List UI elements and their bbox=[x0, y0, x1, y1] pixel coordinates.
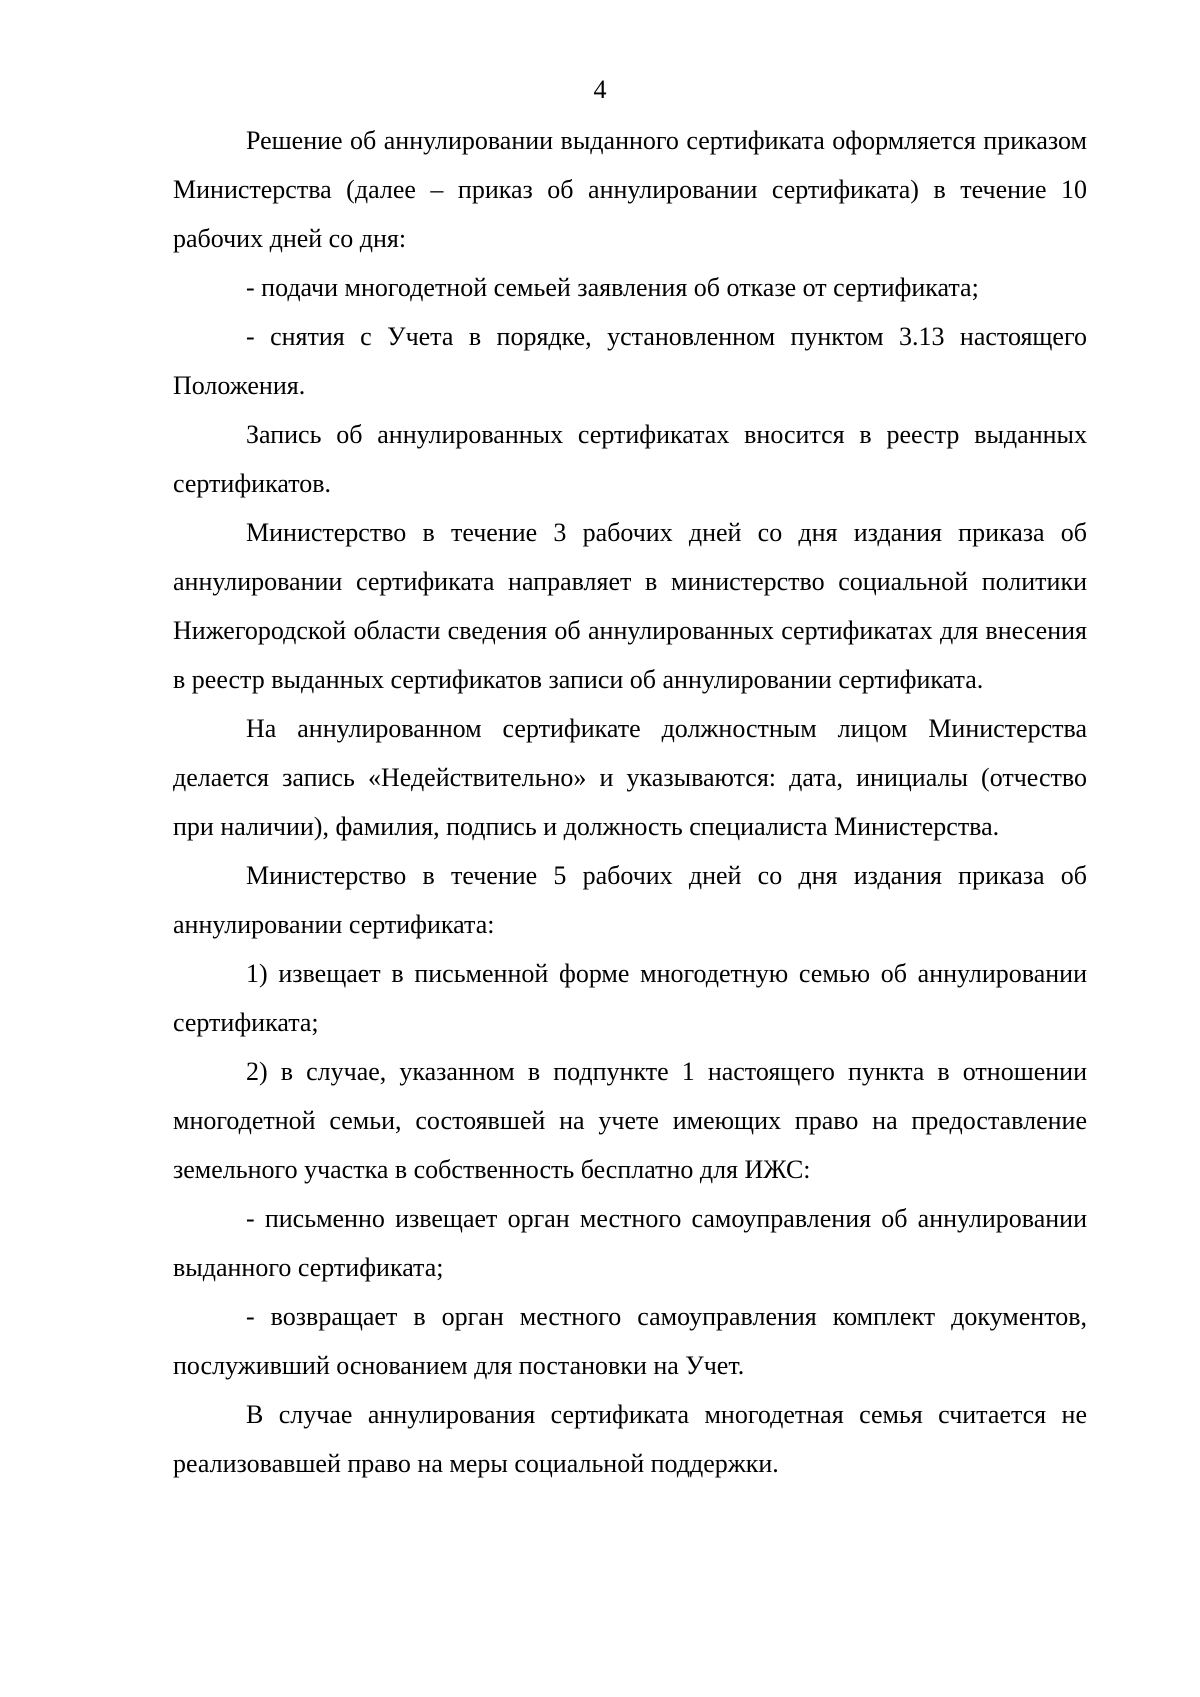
paragraph-ministry-notifies-social-policy: Министерство в течение 3 рабочих дней со дня издания приказа об аннулировании сертификата направляет в министерство социальной политики Нижегородской области сведения об аннулированных сертификатах для внесения в реестр выданных сертификатов записи об аннулировании сертификата. bbox=[173, 518, 1087, 694]
paragraph-registry-record: Запись об аннулированных сертификатах вносится в реестр выданных сертификатов. bbox=[173, 420, 1087, 498]
page-number: 4 bbox=[593, 75, 607, 104]
paragraph-ministry-actions: Министерство в течение 5 рабочих дней со дня издания приказа об аннулировании сертификата: bbox=[173, 861, 1087, 939]
paragraph-notify-local-government: - письменно извещает орган местного самоуправления об аннулировании выданного сертификата; bbox=[173, 1204, 1087, 1282]
paragraph-refusal-application: - подачи многодетной семьей заявления об отказе от сертификата; bbox=[246, 273, 979, 302]
paragraph-item-2: 2) в случае, указанном в подпункте 1 настоящего пункта в отношении многодетной семьи, состоявшей на учете имеющих право на предоставление земельного участка в собственность бесплатно для ИЖС: bbox=[173, 1057, 1087, 1184]
document-body bbox=[173, 116, 1087, 1488]
paragraph-item-1: 1) извещает в письменной форме многодетную семью об аннулировании сертификата; bbox=[173, 959, 1087, 1037]
paragraph-annulment-decision: Решение об аннулировании выданного сертификата оформляется приказом Министерства (далее – приказ об аннулировании сертификата) в течение 10 рабочих дней со дня: bbox=[173, 126, 1087, 253]
paragraph-removal-from-registry: - снятия с Учета в порядке, установленном пунктом 3.13 настоящего Положения. bbox=[173, 322, 1087, 400]
paragraph-return-documents: - возвращает в орган местного самоуправления комплект документов, послуживший основанием для постановки на Учет. bbox=[173, 1302, 1087, 1380]
paragraph-family-status: В случае аннулирования сертификата многодетная семья считается не реализовавшей право на меры социальной поддержки. bbox=[173, 1400, 1087, 1478]
paragraph-invalid-mark: На аннулированном сертификате должностным лицом Министерства делается запись «Недействительно» и указываются: дата, инициалы (отчество при наличии), фамилия, подпись и должность специалиста Министерства. bbox=[173, 714, 1087, 841]
